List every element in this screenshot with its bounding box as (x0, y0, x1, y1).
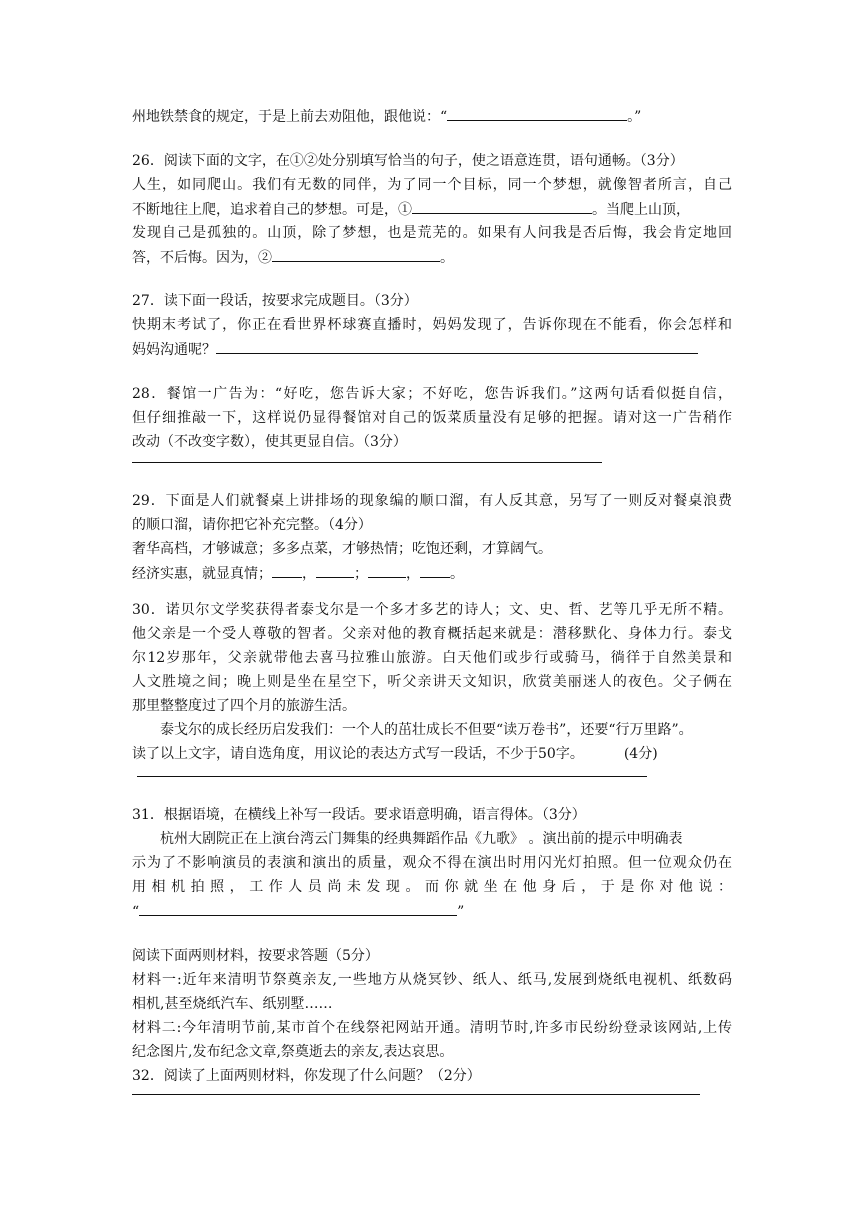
q26-passage-line (132, 249, 732, 266)
q26-passage-line (132, 201, 732, 218)
q30-line: 尔12岁那年，父亲就带他去喜马拉雅山旅游。白天他们或步行或骑马，徜徉于自然美景和 (132, 650, 732, 666)
q26-passage-line: 人生，如同爬山。我们有无数的同伴，为了同一个目标，同一个梦想，就像智者所言，自己 (132, 177, 732, 193)
q30-text: 读了以上文字，请自选角度，用议论的表达方式写一段话，不少于50字。 (132, 746, 584, 762)
q29-period: 。 (450, 566, 464, 582)
q27-title: 27．读下面一段话，按要求完成题目。（3分） (132, 293, 418, 309)
q26-passage-line: 发现自己是孤独的。山顶，除了梦想，也是荒芜的。如果有人问我是否后悔，我会肯定地回 (132, 225, 732, 241)
q31-line: 用相机拍照，工作人员尚未发现。而你就坐在他身后，于是你对他说： (132, 879, 732, 895)
q31-answer (132, 903, 732, 920)
q29-line (132, 565, 732, 582)
q29-line: 奢华高档，才够诚意；多多点菜，才够热情；吃饱还剩，才算阔气。 (132, 541, 552, 557)
q30-line: 那里整整度过了四个月的旅游生活。 (132, 698, 356, 714)
q32-title: 32．阅读了上面两则材料，你发现了什么问题？（2分） (132, 1068, 481, 1084)
q32-material-2: 材料二:今年清明节前,某市首个在线祭祀网站开通。清明节时,许多市民纷纷登录该网站,上传 (132, 1020, 732, 1036)
q27-answer-blank[interactable] (216, 341, 698, 354)
q32-material-1: 材料一:近年来清明节祭奠亲友,一些地方从烧冥钞、纸人、纸马,发展到烧纸电视机、纸数码 (132, 972, 732, 988)
q26-text: 。 (440, 250, 454, 266)
q26-blank-2[interactable] (272, 249, 440, 262)
q29-text: 经济实惠，就显真情； (132, 566, 272, 582)
q29-line: 的顺口溜，请你把它补充完整。（4分） (132, 517, 372, 533)
q31-close-quote: ” (457, 904, 465, 920)
q29-comma: ， (406, 566, 420, 582)
q26-title: 26．阅读下面的文字，在①②处分别填写恰当的句子，使之语意连贯，语句通畅。（3分） (132, 153, 684, 169)
q32-intro: 阅读下面两则材料，按要求答题（5分） (132, 948, 379, 964)
q31-line: 示为了不影响演员的表演和演出的质量，观众不得在演出时用闪光灯拍照。但一位观众仍在 (132, 855, 732, 871)
q28-line: 改动（不改变字数），使其更显自信。（3分） (132, 434, 407, 450)
q26-text: 答，不后悔。因为，② (132, 250, 272, 266)
q25-answer-blank[interactable] (447, 108, 627, 121)
q29-blank-4[interactable] (420, 565, 450, 578)
q27-text: 妈妈沟通呢？ (132, 342, 216, 358)
q27-passage-line: 快期末考试了，你正在看世界杯球赛直播时，妈妈发现了，告诉你现在不能看，你会怎样和 (132, 317, 732, 333)
q31-open-quote: “ (132, 904, 140, 920)
q28-line: 但仔细推敲一下，这样说仍显得餐馆对自己的饭菜质量没有足够的把握。请对这一广告稍作 (132, 410, 732, 426)
q29-comma: ， (302, 566, 316, 582)
q30-line: 他父亲是一个受人尊敬的智者。父亲对他的教育概括起来就是：潜移默化、身体力行。泰戈 (132, 626, 732, 642)
q30-line: 人文胜境之间；晚上则是坐在星空下，听父亲讲天文知识，欣赏美丽迷人的夜色。父子俩在 (132, 674, 732, 690)
q30-line: 30．诺贝尔文学奖获得者泰戈尔是一个多才多艺的诗人；文、史、哲、艺等几乎无所不精。 (132, 602, 732, 618)
q29-line: 29．下面是人们就餐桌上讲排场的现象编的顺口溜，有人反其意，另写了一则反对餐桌浪费 (132, 493, 732, 509)
q31-title: 31．根据语境，在横线上补写一段话。要求语意明确，语言得体。（3分） (132, 807, 586, 823)
q26-text: 。当爬上山顶， (592, 202, 690, 218)
q29-blank-1[interactable] (272, 565, 302, 578)
q28-answer-line[interactable] (132, 462, 602, 463)
q26-text: 不断地往上爬，追求着自己的梦想。可是，① (132, 202, 412, 218)
q29-semicolon: ； (354, 566, 368, 582)
q25-text: 州地铁禁食的规定，于是上前去劝阻他，跟他说：“ (132, 109, 448, 125)
q27-passage-line (132, 341, 732, 358)
q29-blank-2[interactable] (316, 565, 354, 578)
q29-blank-3[interactable] (368, 565, 406, 578)
q30-line (132, 746, 732, 762)
q30-line: 泰戈尔的成长经历启发我们：一个人的茁壮成长不但要“读万卷书”，还要“行万里路”。 (160, 722, 693, 738)
q26-blank-1[interactable] (412, 201, 592, 214)
q28-line: 28．餐馆一广告为：“好吃，您告诉大家；不好吃，您告诉我们。”这两句话看似挺自信， (132, 386, 732, 402)
q32-material-2-cont: 纪念图片,发布纪念文章,祭奠逝去的亲友,表达哀思。 (132, 1044, 454, 1060)
q30-answer-line[interactable] (137, 776, 647, 777)
q25-text-end: 。” (627, 109, 642, 125)
q30-score: (4分) (623, 746, 658, 762)
q31-line: 杭州大剧院正在上演台湾云门舞集的经典舞蹈作品《九歌》 。演出前的提示中明确表 (160, 831, 683, 847)
q25-line (132, 108, 732, 125)
q32-answer-line[interactable] (132, 1094, 700, 1095)
q31-answer-blank[interactable] (139, 903, 457, 916)
q32-material-1-cont: 相机,甚至烧纸汽车、纸别墅…… (132, 996, 333, 1012)
